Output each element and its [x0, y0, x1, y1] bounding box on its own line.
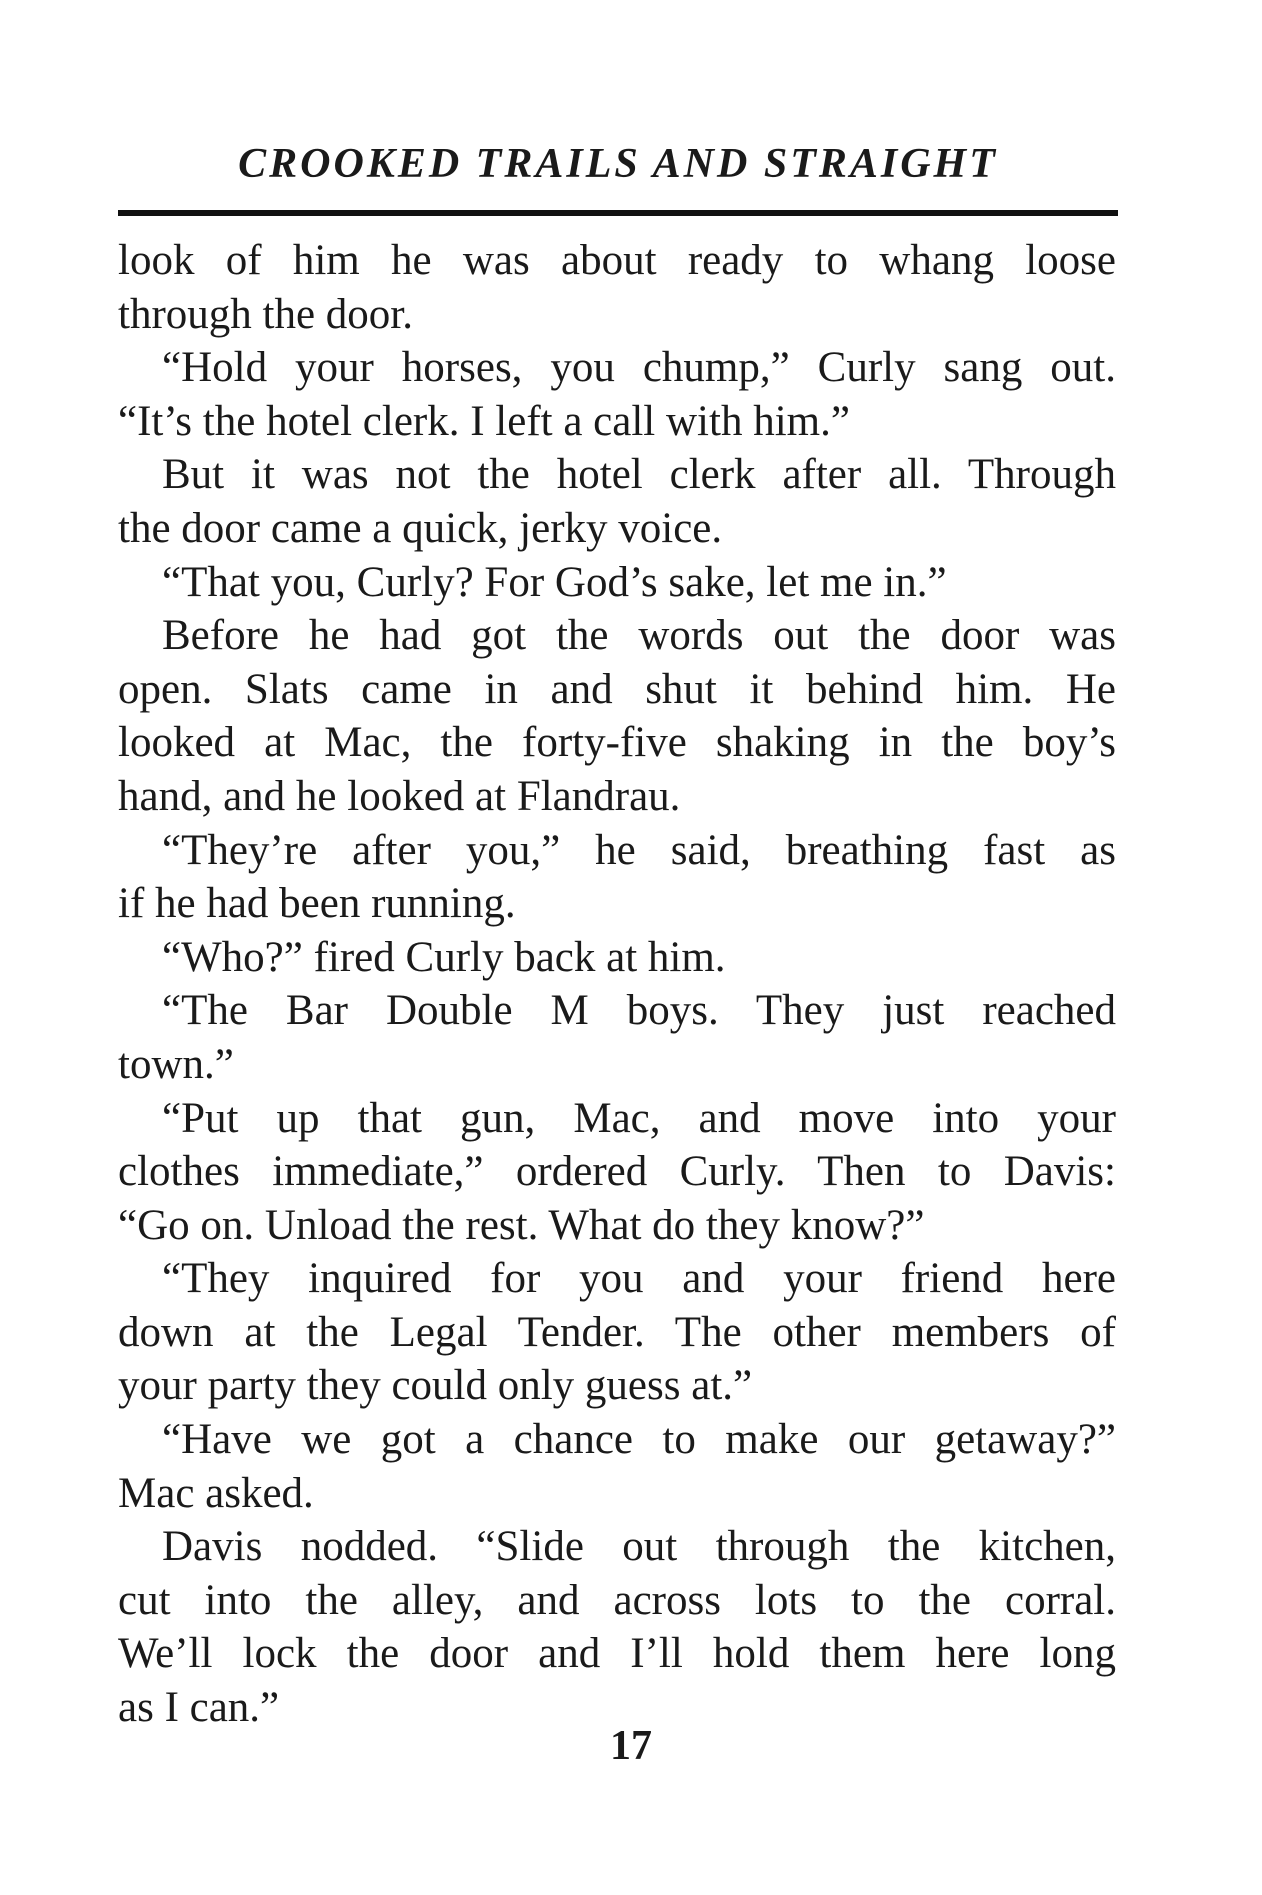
text-line: as I can.”: [118, 1684, 280, 1732]
text-line: Before he had got the words out the door was: [162, 612, 1116, 660]
text-line: “They’re after you,” he said, breathing fast as: [162, 826, 1116, 874]
text-line: We’ll lock the door and I’ll hold them here long: [118, 1630, 1116, 1678]
header-rule: [118, 210, 1118, 216]
text-line: “That you, Curly? For God’s sake, let me in.”: [162, 558, 947, 606]
text-line: “Go on. Unload the rest. What do they know?”: [118, 1201, 925, 1249]
text-line: cut into the alley, and across lots to the corral.: [118, 1576, 1116, 1624]
running-head: CROOKED TRAILS AND STRAIGHT: [238, 141, 998, 187]
text-line: “Hold your horses, you chump,” Curly sang out.: [162, 344, 1116, 392]
text-line: town.”: [118, 1040, 234, 1088]
text-line: Davis nodded. “Slide out through the kitchen,: [162, 1523, 1116, 1571]
text-line: looked at Mac, the forty-five shaking in the boy’s: [118, 719, 1116, 767]
text-line: the door came a quick, jerky voice.: [118, 504, 723, 552]
text-line: “They inquired for you and your friend here: [162, 1255, 1116, 1303]
text-line: down at the Legal Tender. The other members of: [118, 1308, 1116, 1356]
text-line: “The Bar Double M boys. They just reached: [162, 987, 1116, 1035]
text-line: look of him he was about ready to whang loose: [118, 237, 1116, 284]
text-line: “Who?” fired Curly back at him.: [162, 933, 726, 981]
text-line: your party they could only guess at.”: [118, 1362, 753, 1410]
text-line: “Put up that gun, Mac, and move into your: [162, 1094, 1116, 1142]
text-line: But it was not the hotel clerk after all. Through: [162, 451, 1116, 499]
text-line: if he had been running.: [118, 880, 516, 928]
text-line: through the door.: [118, 290, 413, 338]
body-text: [118, 234, 1116, 1735]
text-line: hand, and he looked at Flandrau.: [118, 772, 681, 820]
text-line: open. Slats came in and shut it behind him. He: [118, 665, 1116, 713]
text-line: clothes immediate,” ordered Curly. Then to Davis:: [118, 1148, 1116, 1196]
page-number: 17: [610, 1723, 652, 1769]
text-line: Mac asked.: [118, 1469, 314, 1517]
text-line: “It’s the hotel clerk. I left a call with him.”: [118, 397, 850, 445]
text-line: “Have we got a chance to make our getaway?”: [162, 1416, 1116, 1464]
